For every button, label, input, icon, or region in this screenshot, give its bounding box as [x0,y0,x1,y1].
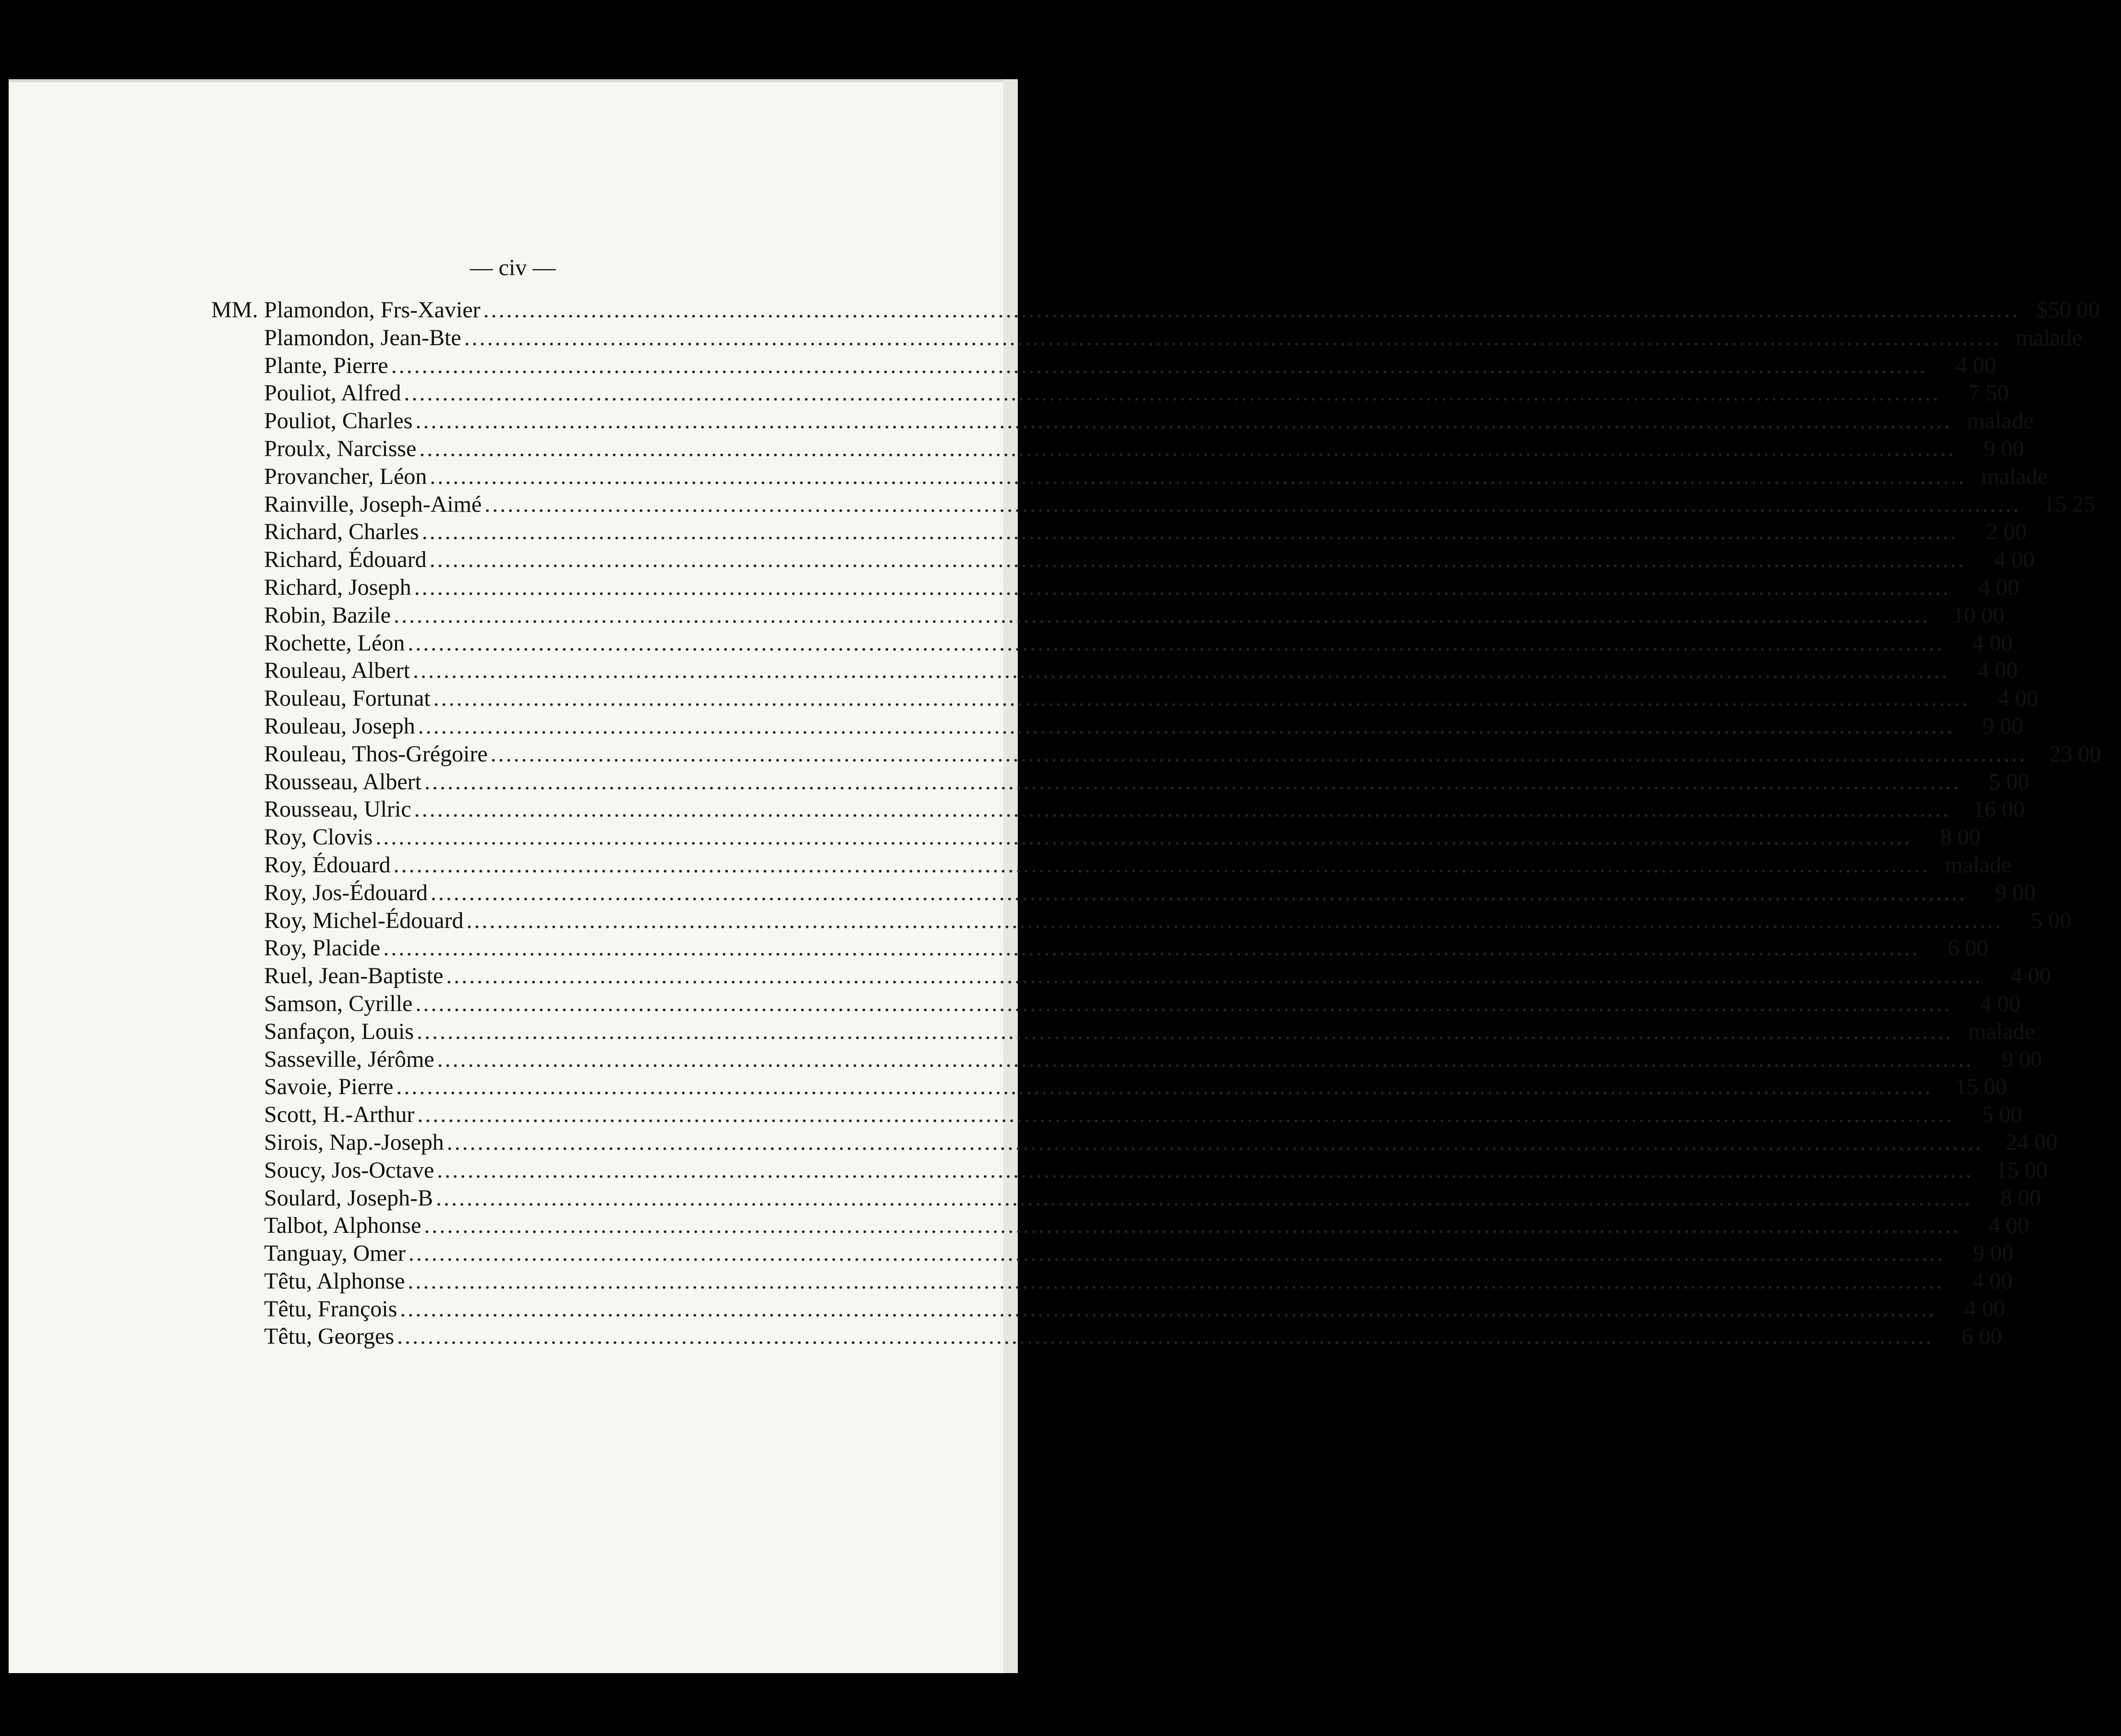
subscriber-name: Soulard, Joseph-B [264,1185,433,1211]
dot-leader: ........................................................................................................................................................................................................ [404,380,1940,406]
subscriber-name: Têtu, François [264,1296,398,1322]
dot-leader: ........................................................................................................................................................................................................ [424,1213,1961,1239]
dot-leader: ........................................................................................................................................................................................................ [383,935,1920,961]
list-item [211,463,2048,491]
subscription-amount: 6 00 [1948,935,1988,961]
list-item [211,574,2019,602]
list-item [211,630,2013,658]
dot-leader: ........................................................................................................................................................................................................ [464,325,2000,350]
list-item [211,741,2101,769]
subscriber-name: Roy, Édouard [264,852,391,878]
list-item [211,1157,2048,1185]
list-item [211,352,1996,380]
dot-leader: ........................................................................................................................................................................................................ [417,1102,1954,1128]
list-item [211,657,2018,685]
list-item [211,713,2023,741]
subscriber-name: Talbot, Alphonse [264,1213,422,1239]
subscriber-name: Ruel, Jean-Baptiste [264,963,444,989]
dot-leader: ........................................................................................................................................................................................................ [393,602,1930,628]
list-item [211,1073,2007,1101]
dot-leader: ........................................................................................................................................................................................................ [397,1324,1934,1350]
list-item [211,1296,2005,1324]
list-item [211,1185,2041,1213]
subscription-amount: 10 00 [1952,602,2004,628]
subscription-amount: 4 00 [1998,686,2038,711]
subscription-amount: 16 00 [1973,796,2025,822]
dot-leader: ........................................................................................................................................................................................................ [414,796,1951,822]
subscription-amount: malade [1967,408,2034,434]
subscription-amount: 8 00 [2000,1185,2041,1211]
dot-leader: ........................................................................................................................................................................................................ [419,435,1956,461]
list-item [211,1240,2013,1268]
list-item [211,935,1988,963]
subscriber-name: Rousseau, Albert [264,769,422,795]
subscriber-list [211,297,2101,1351]
list-item [211,1046,2042,1074]
subscriber-name: Robin, Bazile [264,602,391,628]
dot-leader: ........................................................................................................................................................................................................ [490,741,2027,767]
list-item [211,1268,2013,1296]
dot-leader: ........................................................................................................................................................................................................ [418,713,1954,739]
list-item [211,685,2038,713]
subscription-amount: 4 00 [1994,547,2035,573]
subscription-amount: 7 50 [1968,380,2009,406]
dot-leader: ........................................................................................................................................................................................................ [437,1046,1974,1072]
subscriber-name: Rouleau, Albert [264,658,410,684]
subscriber-name: Rouleau, Joseph [264,713,415,739]
subscription-amount: 4 00 [1978,574,2019,600]
list-item [211,963,2051,990]
subscription-amount: 9 00 [1995,880,2036,905]
subscription-amount: 4 00 [1972,630,2013,656]
dot-leader: ........................................................................................................................................................................................................ [424,769,1961,795]
dot-leader: ........................................................................................................................................................................................................ [408,1268,1944,1294]
subscription-amount: 15 00 [1955,1074,2007,1100]
dot-leader: ........................................................................................................................................................................................................ [408,630,1944,656]
dot-leader: ........................................................................................................................................................................................................ [415,990,1952,1016]
list-item [211,769,2029,796]
subscription-amount: 4 00 [1955,352,1996,378]
subscription-amount: 8 00 [1940,824,1981,850]
list-item [211,1212,2029,1240]
subscriber-name: Provancher, Léon [264,463,427,489]
dot-leader: ........................................................................................................................................................................................................ [484,491,2021,517]
subscription-amount: $50 00 [2036,297,2100,323]
dot-leader: ........................................................................................................................................................................................................ [422,519,1958,545]
subscriber-name: Rouleau, Thos-Grégoire [264,741,488,767]
subscriber-name: Pouliot, Alfred [264,380,401,406]
list-item [211,796,2025,824]
subscriber-name: Richard, Joseph [264,574,411,600]
subscriber-name: Richard, Édouard [264,547,427,573]
dot-leader: ........................................................................................................................................................................................................ [446,963,1983,989]
subscription-amount: 4 00 [1988,1213,2029,1239]
dot-leader: ........................................................................................................................................................................................................ [437,1157,1974,1183]
dot-leader: ........................................................................................................................................................................................................ [391,352,1928,378]
subscriber-name: Roy, Placide [264,935,381,961]
subscriber-name: Plamondon, Jean-Bte [264,325,461,350]
dot-leader: ........................................................................................................................................................................................................ [433,686,1970,711]
list-item [211,907,2072,935]
subscriber-name: Proulx, Narcisse [264,435,417,461]
honorific-prefix: MM. [211,297,258,323]
list-item [211,824,1981,852]
dot-leader: ........................................................................................................................................................................................................ [408,1241,1945,1266]
subscriber-name: Rousseau, Ulric [264,796,411,822]
dot-leader: ........................................................................................................................................................................................................ [414,574,1951,600]
list-item [211,325,2082,352]
subscription-amount: 5 00 [1982,1102,2023,1128]
list-item [211,880,2036,907]
list-item [211,1129,2058,1157]
subscriber-name: Roy, Clovis [264,824,373,850]
subscriber-name: Rouleau, Fortunat [264,686,431,711]
subscription-amount: 9 00 [1984,435,2025,461]
list-item [211,1018,2035,1046]
subscription-amount: 6 00 [1962,1324,2002,1350]
subscription-amount: malade [2015,325,2082,350]
list-item [211,491,2096,519]
dot-leader: ........................................................................................................................................................................................................ [483,297,2020,323]
subscriber-name: Scott, H.-Arthur [264,1102,415,1128]
list-item [211,602,2004,630]
dot-leader: ........................................................................................................................................................................................................ [435,1185,1972,1211]
subscriber-name: Richard, Charles [264,519,419,545]
subscription-amount: malade [1968,1018,2035,1044]
list-item [211,408,2034,435]
subscription-amount: 4 00 [1980,990,2021,1016]
dot-leader: ........................................................................................................................................................................................................ [396,1074,1933,1100]
list-item [211,518,2027,546]
subscriber-name: Sirois, Nap.-Joseph [264,1129,444,1155]
dot-leader: ........................................................................................................................................................................................................ [393,852,1930,878]
subscriber-name: Tanguay, Omer [264,1241,406,1266]
list-item [211,1101,2023,1129]
subscription-amount: 9 00 [2001,1046,2042,1072]
subscription-amount: 4 00 [1972,1268,2013,1294]
list-item [211,297,2100,325]
subscriber-name: Pouliot, Charles [264,408,413,434]
subscriber-name: Roy, Michel-Édouard [264,907,464,933]
subscriber-name: Têtu, Alphonse [264,1268,405,1294]
list-item [211,852,2012,880]
list-item [211,546,2035,574]
subscriber-name: Plamondon, Frs-Xavier [264,297,481,323]
page-folio: — civ — [470,255,556,280]
subscriber-name: Roy, Jos-Édouard [264,880,428,905]
list-item [211,380,2009,408]
subscriber-name: Sanfaçon, Louis [264,1018,414,1044]
dot-leader: ........................................................................................................................................................................................................ [429,547,1966,573]
dot-leader: ........................................................................................................................................................................................................ [416,1018,1953,1044]
dot-leader: ........................................................................................................................................................................................................ [375,824,1912,850]
subscriber-name: Sasseville, Jérôme [264,1046,434,1072]
dot-leader: ........................................................................................................................................................................................................ [415,408,1952,434]
subscription-amount: 15 00 [1996,1157,2048,1183]
subscription-amount: 2 00 [1986,519,2027,545]
list-item [211,435,2025,463]
subscription-amount: 15 25 [2043,491,2096,517]
dot-leader: ........................................................................................................................................................................................................ [430,880,1967,905]
subscription-amount: malade [1945,852,2012,878]
subscription-amount: 5 00 [2031,907,2072,933]
dot-leader: ........................................................................................................................................................................................................ [466,907,2003,933]
subscriber-name: Samson, Cyrille [264,990,413,1016]
list-item [211,1323,2002,1351]
subscriber-name: Savoie, Pierre [264,1074,394,1100]
subscriber-name: Plante, Pierre [264,352,388,378]
subscription-amount: 9 00 [1982,713,2023,739]
subscriber-name: Rainville, Joseph-Aimé [264,491,482,517]
subscriber-name: Soucy, Jos-Octave [264,1157,434,1183]
subscription-amount: 24 00 [2005,1129,2058,1155]
dot-leader: ........................................................................................................................................................................................................ [412,658,1949,684]
subscription-amount: 5 00 [1988,769,2029,795]
subscription-amount: 4 00 [1977,658,2018,684]
dot-leader: ........................................................................................................................................................................................................ [446,1129,1983,1155]
dot-leader: ........................................................................................................................................................................................................ [430,463,1966,489]
subscription-amount: malade [1981,463,2048,489]
subscription-amount: 4 00 [2011,963,2051,989]
list-item [211,990,2021,1018]
dot-leader: ........................................................................................................................................................................................................ [400,1296,1937,1322]
subscriber-name: Têtu, Georges [264,1324,395,1350]
subscriber-name: Rochette, Léon [264,630,405,656]
subscription-amount: 4 00 [1964,1296,2005,1322]
subscription-amount: 23 00 [2049,741,2101,767]
subscription-amount: 9 00 [1973,1241,2013,1266]
